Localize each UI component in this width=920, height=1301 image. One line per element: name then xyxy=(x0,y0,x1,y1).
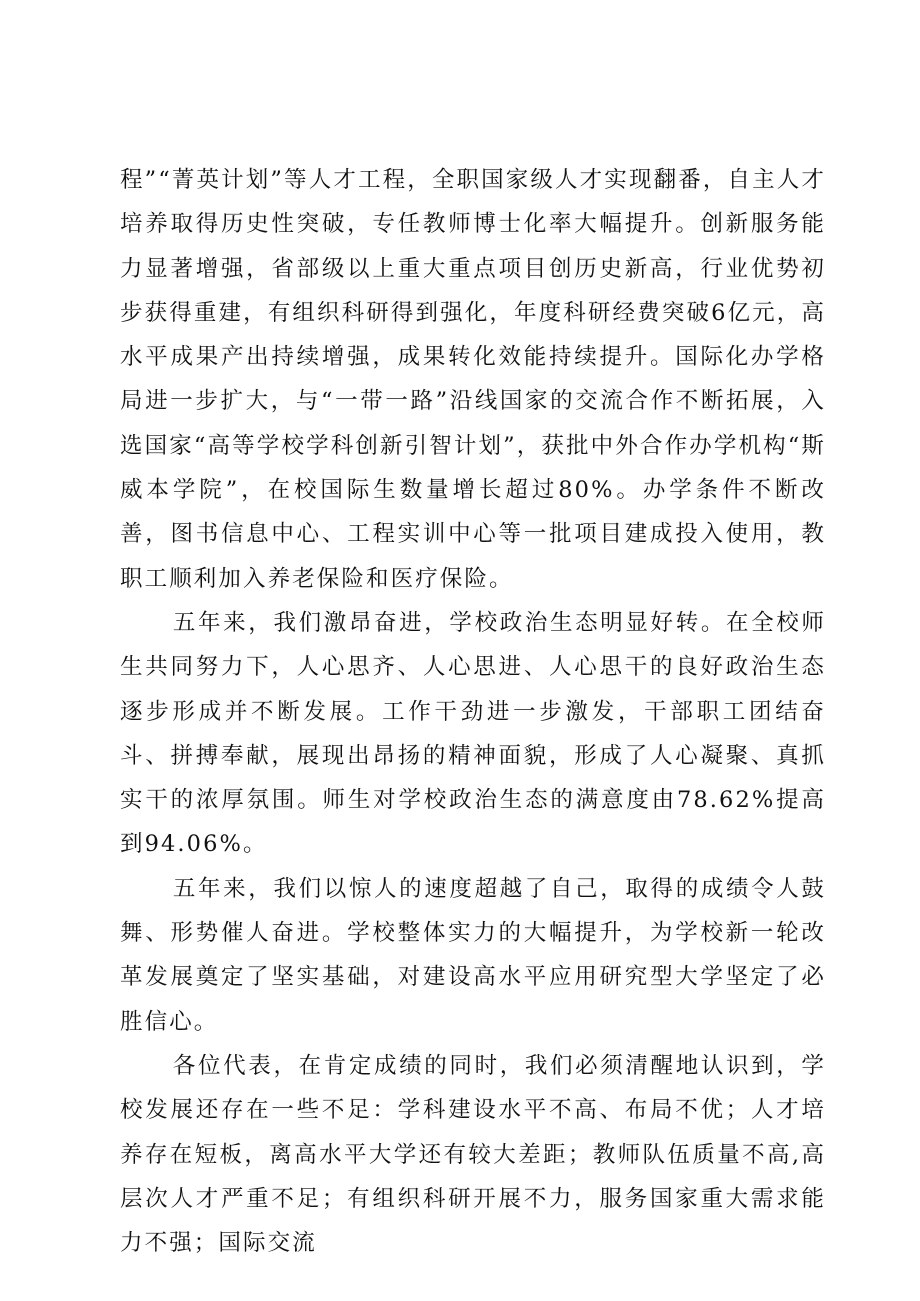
paragraph-shortcomings: 各位代表，在肯定成绩的同时，我们必须清醒地认识到，学校发展还存在一些不足：学科建设水平不高、布局不优；人才培养存在短板，离高水平大学还有较大差距；教师队伍质量不高,高层次人才严重不足；有组织科研开展不力，服务国家重大需求能力不强；国际交流 xyxy=(120,1052,826,1257)
paragraph-talent-and-innovation: 程”“菁英计划”等人才工程，全职国家级人才实现翻番，自主人才培养取得历史性突破，专任教师博士化率大幅提升。创新服务能力显著增强，省部级以上重大重点项目创历史新高，行业优势初步获得重建，有组织科研得到强化，年度科研经费突破6亿元，高水平成果产出持续增强，成果转化效能持续提升。国际化办学格局进一步扩大，与“一带一路”沿线国家的交流合作不断拓展，入选国家“高等学校学科创新引智计划”，获批中外合作办学机构“斯威本学院”，在校国际生数量增长超过80%。办学条件不断改善，图书信息中心、工程实训中心等一批项目建成投入使用，教职工顺利加入养老保险和医疗保险。 xyxy=(120,167,826,592)
paragraph-five-year-summary: 五年来，我们以惊人的速度超越了自己，取得的成绩令人鼓舞、形势催人奋进。学校整体实力的大幅提升，为学校新一轮改革发展奠定了坚实基础，对建设高水平应用研究型大学坚定了必胜信心。 xyxy=(120,875,826,1035)
body-text xyxy=(120,158,826,1265)
paragraph-political-ecology: 五年来，我们激昂奋进，学校政治生态明显好转。在全校师生共同努力下，人心思齐、人心思进、人心思干的良好政治生态逐步形成并不断发展。工作干劲进一步激发，干部职工团结奋斗、拼搏奉献，展现出昂扬的精神面貌，形成了人心凝聚、真抓实干的浓厚氛围。师生对学校政治生态的满意度由78.62%提高到94.06%。 xyxy=(120,609,826,858)
